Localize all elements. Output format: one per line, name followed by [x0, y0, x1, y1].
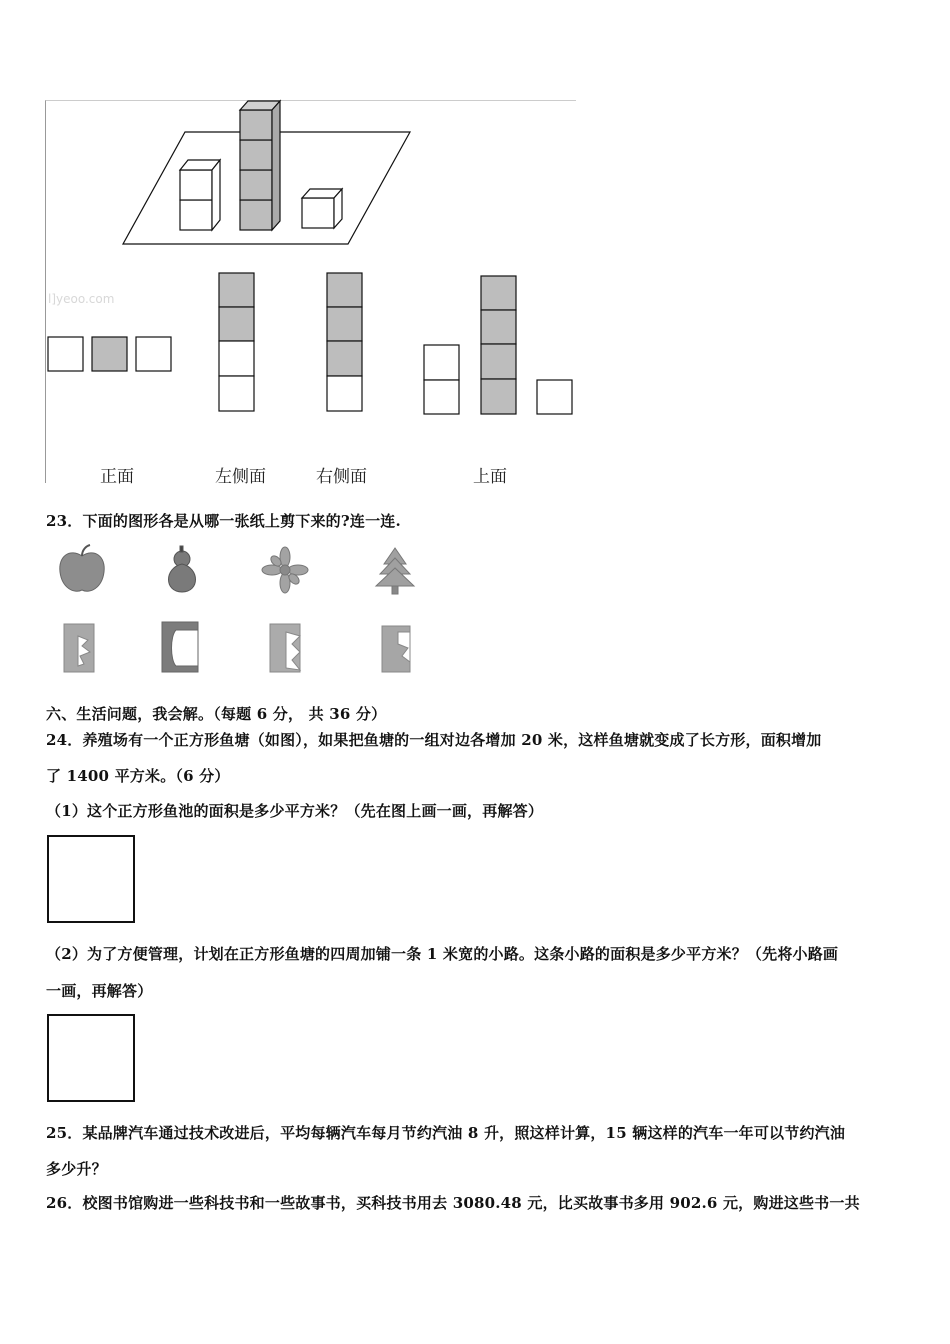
paper-3	[270, 624, 300, 672]
view-label-right: 右侧面	[316, 467, 367, 487]
flower-shape	[262, 547, 308, 593]
cube-stack-right	[302, 189, 342, 228]
question-23: 23．下面的图形各是从哪一张纸上剪下来的?连一连.	[46, 512, 401, 530]
front-view	[48, 337, 171, 371]
question-25-line2: 多少升？	[46, 1160, 107, 1178]
cube-stack-middle	[240, 101, 280, 230]
paper-2	[162, 622, 198, 672]
question-24-sub2-line2: 一画，再解答）	[46, 982, 153, 1000]
question-24-sub1: （1）这个正方形鱼池的面积是多少平方米？（先在图上画一画，再解答）	[46, 802, 544, 820]
watermark: l]yeoo.com	[48, 292, 115, 306]
gourd-shape	[169, 546, 196, 592]
cutout-matching-figure	[40, 540, 440, 680]
view-label-left: 左侧面	[215, 467, 266, 487]
left-side-view	[219, 273, 254, 411]
section-6-heading: 六、生活问题，我会解。（每题 6 分， 共 36 分）	[46, 705, 387, 723]
tree-shape	[376, 548, 414, 594]
square-pond-figure-2	[47, 1014, 135, 1102]
paper-1	[64, 624, 94, 672]
question-26-line1: 26．校图书馆购进一些科技书和一些故事书，买科技书用去 3080.48 元，比买故事书多用 902.6 元，购进这些书一共	[46, 1194, 860, 1212]
apple-shape	[60, 545, 104, 591]
question-24-line2: 了 1400 平方米。（6 分）	[46, 767, 230, 785]
paper-4	[382, 626, 410, 672]
top-view	[424, 276, 572, 414]
question-25-line1: 25．某品牌汽车通过技术改进后，平均每辆汽车每月节约汽油 8 升，照这样计算，15 辆这样的汽车一年可以节约汽油	[46, 1124, 846, 1142]
question-24-sub2-line1: （2）为了方便管理，计划在正方形鱼塘的四周加铺一条 1 米宽的小路。这条小路的面积是多少平方米？（先将小路画	[46, 945, 839, 963]
view-label-front: 正面	[100, 467, 134, 487]
cube-3d-drawing	[0, 0, 600, 500]
cube-stack-left	[180, 160, 220, 230]
view-label-top: 上面	[473, 467, 507, 487]
square-pond-figure-1	[47, 835, 135, 923]
question-24-line1: 24．养殖场有一个正方形鱼塘（如图），如果把鱼塘的一组对边各增加 20 米，这样鱼塘就变成了长方形，面积增加	[46, 731, 822, 749]
right-side-view	[327, 273, 362, 411]
